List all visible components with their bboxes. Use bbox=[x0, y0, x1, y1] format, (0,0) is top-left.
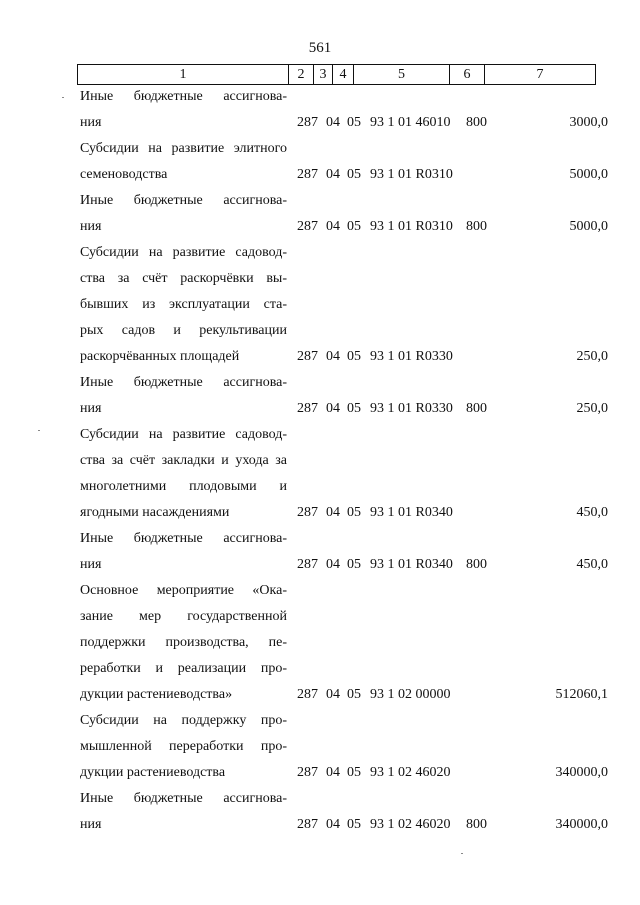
row-grbs-code: 287 bbox=[297, 505, 318, 520]
row-subsection-code: 05 bbox=[347, 505, 361, 520]
row-target-article: 93 1 02 46020 bbox=[370, 817, 451, 832]
row-expense-type: 800 bbox=[466, 115, 487, 130]
row-expense-type: 800 bbox=[466, 401, 487, 416]
row-subsection-code: 05 bbox=[347, 349, 361, 364]
row-section-code: 04 bbox=[326, 167, 340, 182]
header-col-6: 6 bbox=[450, 65, 485, 85]
row-target-article: 93 1 01 R0340 bbox=[370, 505, 453, 520]
row-subsection-code: 05 bbox=[347, 687, 361, 702]
row-grbs-code: 287 bbox=[297, 349, 318, 364]
row-description-line: Субсидии на развитие садовод- bbox=[80, 245, 287, 260]
header-col-1: 1 bbox=[78, 65, 289, 85]
row-description-line: дукции растениеводства» bbox=[80, 687, 233, 702]
row-description-line: Основное мероприятие «Ока- bbox=[80, 583, 287, 598]
row-description-line: поддержки производства, пе- bbox=[80, 635, 287, 650]
row-target-article: 93 1 02 46020 bbox=[370, 765, 451, 780]
row-section-code: 04 bbox=[326, 765, 340, 780]
row-description-line: ягодными насаждениями bbox=[80, 505, 230, 520]
row-section-code: 04 bbox=[326, 401, 340, 416]
row-expense-type: 800 bbox=[466, 817, 487, 832]
row-grbs-code: 287 bbox=[297, 219, 318, 234]
row-description-line: ния bbox=[80, 817, 102, 832]
row-description-line: раскорчёванных площадей bbox=[80, 349, 240, 364]
row-grbs-code: 287 bbox=[297, 817, 318, 832]
row-description-line: зание мер государственной bbox=[80, 609, 287, 624]
row-target-article: 93 1 01 R0310 bbox=[370, 219, 453, 234]
row-amount: 340000,0 bbox=[555, 765, 608, 780]
row-description-line: ства за счёт раскорчёвки вы- bbox=[80, 271, 287, 286]
scan-speck bbox=[62, 97, 64, 98]
row-subsection-code: 05 bbox=[347, 115, 361, 130]
row-amount: 250,0 bbox=[576, 401, 608, 416]
row-description-line: Иные бюджетные ассигнова- bbox=[80, 193, 287, 208]
page-number: 561 bbox=[308, 40, 332, 56]
row-amount: 340000,0 bbox=[555, 817, 608, 832]
row-description-line: бывших из эксплуатации ста- bbox=[80, 297, 287, 312]
row-subsection-code: 05 bbox=[347, 219, 361, 234]
row-description-line: Иные бюджетные ассигнова- bbox=[80, 531, 287, 546]
row-grbs-code: 287 bbox=[297, 687, 318, 702]
row-amount: 3000,0 bbox=[569, 115, 608, 130]
header-col-5: 5 bbox=[354, 65, 450, 85]
row-subsection-code: 05 bbox=[347, 557, 361, 572]
header-col-2: 2 bbox=[289, 65, 314, 85]
row-description-line: мышленной переработки про- bbox=[80, 739, 287, 754]
row-target-article: 93 1 02 00000 bbox=[370, 687, 451, 702]
scan-speck bbox=[461, 853, 463, 854]
row-amount: 250,0 bbox=[576, 349, 608, 364]
row-description-line: ния bbox=[80, 557, 102, 572]
row-description-line: Иные бюджетные ассигнова- bbox=[80, 791, 287, 806]
row-section-code: 04 bbox=[326, 219, 340, 234]
row-description-line: рых садов и рекультивации bbox=[80, 323, 287, 338]
row-target-article: 93 1 01 R0330 bbox=[370, 349, 453, 364]
row-grbs-code: 287 bbox=[297, 115, 318, 130]
row-target-article: 93 1 01 R0330 bbox=[370, 401, 453, 416]
row-description-line: ства за счёт закладки и ухода за bbox=[80, 453, 287, 468]
row-subsection-code: 05 bbox=[347, 765, 361, 780]
row-section-code: 04 bbox=[326, 115, 340, 130]
row-grbs-code: 287 bbox=[297, 557, 318, 572]
header-col-3: 3 bbox=[314, 65, 333, 85]
row-description-line: ния bbox=[80, 219, 102, 234]
row-description-line: семеноводства bbox=[80, 167, 168, 182]
row-amount: 5000,0 bbox=[569, 219, 608, 234]
row-subsection-code: 05 bbox=[347, 167, 361, 182]
row-amount: 5000,0 bbox=[569, 167, 608, 182]
column-header-table bbox=[77, 64, 596, 85]
row-description-line: Иные бюджетные ассигнова- bbox=[80, 89, 287, 104]
row-description-line: Субсидии на развитие садовод- bbox=[80, 427, 287, 442]
row-description-line: реработки и реализации про- bbox=[80, 661, 287, 676]
row-description-line: Субсидии на поддержку про- bbox=[80, 713, 287, 728]
row-target-article: 93 1 01 R0310 bbox=[370, 167, 453, 182]
scan-speck bbox=[38, 430, 40, 431]
row-section-code: 04 bbox=[326, 817, 340, 832]
header-col-7: 7 bbox=[485, 65, 596, 85]
row-expense-type: 800 bbox=[466, 557, 487, 572]
row-target-article: 93 1 01 R0340 bbox=[370, 557, 453, 572]
row-subsection-code: 05 bbox=[347, 401, 361, 416]
row-description-line: дукции растениеводства bbox=[80, 765, 226, 780]
row-description-line: ния bbox=[80, 401, 102, 416]
row-section-code: 04 bbox=[326, 687, 340, 702]
row-amount: 512060,1 bbox=[555, 687, 608, 702]
row-subsection-code: 05 bbox=[347, 817, 361, 832]
row-section-code: 04 bbox=[326, 349, 340, 364]
row-description-line: Иные бюджетные ассигнова- bbox=[80, 375, 287, 390]
row-description-line: ния bbox=[80, 115, 102, 130]
row-section-code: 04 bbox=[326, 557, 340, 572]
row-grbs-code: 287 bbox=[297, 401, 318, 416]
row-amount: 450,0 bbox=[576, 505, 608, 520]
row-amount: 450,0 bbox=[576, 557, 608, 572]
row-target-article: 93 1 01 46010 bbox=[370, 115, 451, 130]
row-section-code: 04 bbox=[326, 505, 340, 520]
row-expense-type: 800 bbox=[466, 219, 487, 234]
row-description-line: Субсидии на развитие элитного bbox=[80, 141, 287, 156]
row-description-line: многолетними плодовыми и bbox=[80, 479, 287, 494]
header-col-4: 4 bbox=[333, 65, 354, 85]
row-grbs-code: 287 bbox=[297, 167, 318, 182]
row-grbs-code: 287 bbox=[297, 765, 318, 780]
